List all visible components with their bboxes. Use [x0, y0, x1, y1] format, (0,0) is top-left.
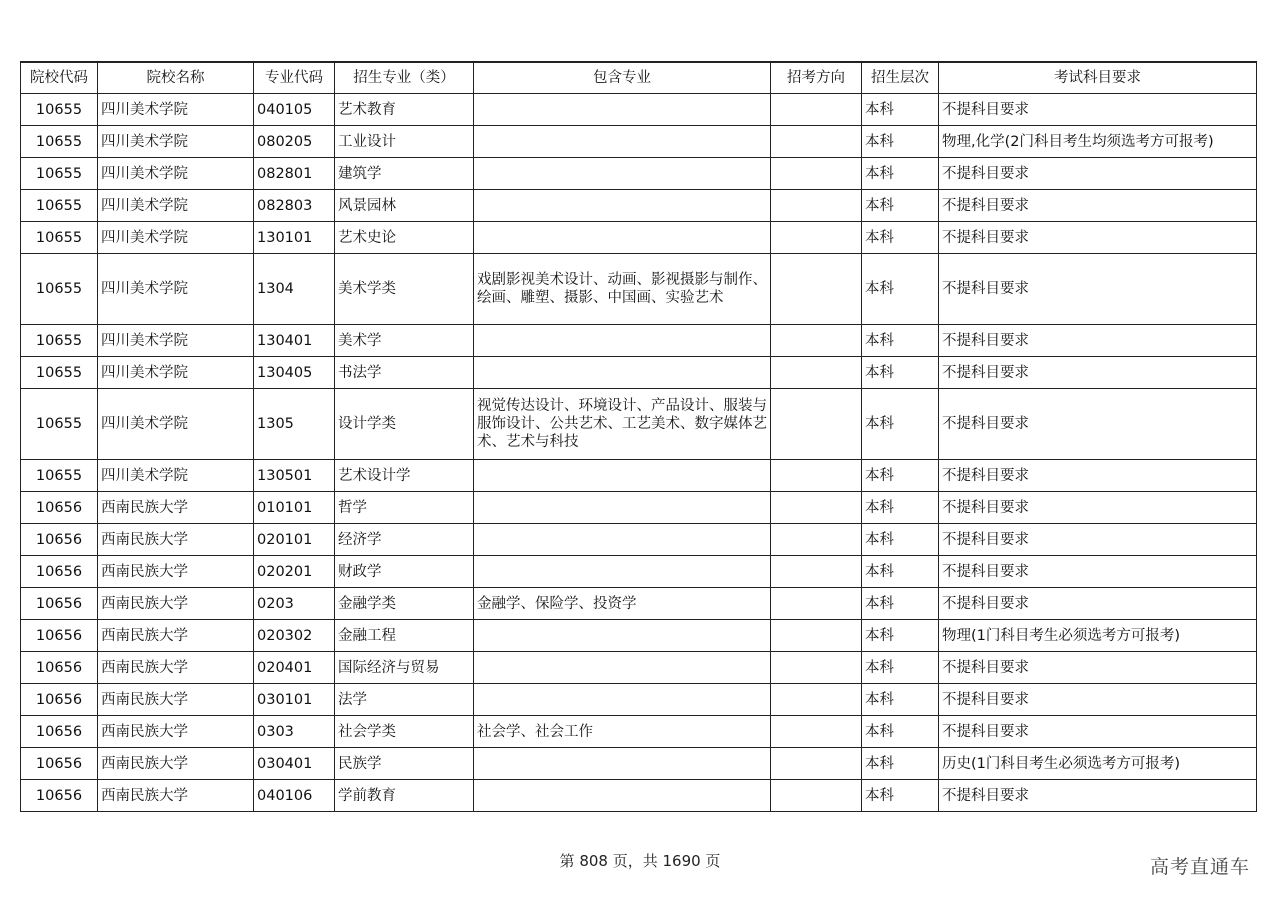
- cell-included-majors: 戏剧影视美术设计、动画、影视摄影与制作、绘画、雕塑、摄影、中国画、实验艺术: [474, 254, 771, 325]
- table-header-row: [21, 62, 1257, 94]
- cell-major: 法学: [335, 684, 474, 716]
- cell-major: 艺术史论: [335, 222, 474, 254]
- cell-major-code: 1304: [254, 254, 335, 325]
- cell-subject-requirement: 不提科目要求: [939, 357, 1257, 389]
- cell-major-code: 020101: [254, 524, 335, 556]
- cell-school-code: 10655: [21, 325, 98, 357]
- cell-level: 本科: [862, 222, 939, 254]
- cell-direction: [771, 524, 862, 556]
- table-body: [21, 94, 1257, 812]
- cell-included-majors: [474, 222, 771, 254]
- cell-major-code: 010101: [254, 492, 335, 524]
- table-row: [21, 222, 1257, 254]
- cell-major: 经济学: [335, 524, 474, 556]
- table-row: [21, 254, 1257, 325]
- cell-school-code: 10655: [21, 94, 98, 126]
- table-row: [21, 748, 1257, 780]
- table-row: [21, 460, 1257, 492]
- cell-school-code: 10655: [21, 190, 98, 222]
- cell-subject-requirement: 不提科目要求: [939, 460, 1257, 492]
- table-row: [21, 357, 1257, 389]
- cell-included-majors: [474, 460, 771, 492]
- cell-included-majors: [474, 748, 771, 780]
- table-row: [21, 389, 1257, 460]
- cell-included-majors: [474, 524, 771, 556]
- cell-major: 财政学: [335, 556, 474, 588]
- table-row: [21, 684, 1257, 716]
- cell-school-code: 10655: [21, 158, 98, 190]
- cell-school-name: 四川美术学院: [98, 254, 254, 325]
- cell-school-code: 10656: [21, 524, 98, 556]
- cell-direction: [771, 325, 862, 357]
- cell-major: 艺术设计学: [335, 460, 474, 492]
- cell-level: 本科: [862, 684, 939, 716]
- cell-included-majors: 金融学、保险学、投资学: [474, 588, 771, 620]
- cell-school-code: 10655: [21, 254, 98, 325]
- cell-major-code: 0203: [254, 588, 335, 620]
- header-major: 招生专业（类）: [335, 62, 474, 94]
- cell-major-code: 130405: [254, 357, 335, 389]
- cell-level: 本科: [862, 254, 939, 325]
- cell-direction: [771, 94, 862, 126]
- cell-subject-requirement: 不提科目要求: [939, 254, 1257, 325]
- cell-school-name: 西南民族大学: [98, 524, 254, 556]
- table-row: [21, 94, 1257, 126]
- cell-included-majors: [474, 158, 771, 190]
- cell-major: 美术学类: [335, 254, 474, 325]
- cell-major: 国际经济与贸易: [335, 652, 474, 684]
- cell-major: 建筑学: [335, 158, 474, 190]
- cell-level: 本科: [862, 158, 939, 190]
- cell-included-majors: [474, 94, 771, 126]
- cell-direction: [771, 492, 862, 524]
- cell-included-majors: [474, 780, 771, 812]
- cell-included-majors: [474, 325, 771, 357]
- cell-included-majors: 社会学、社会工作: [474, 716, 771, 748]
- cell-major-code: 020401: [254, 652, 335, 684]
- table-row: [21, 126, 1257, 158]
- cell-school-name: 西南民族大学: [98, 588, 254, 620]
- cell-subject-requirement: 不提科目要求: [939, 588, 1257, 620]
- cell-school-code: 10656: [21, 620, 98, 652]
- cell-subject-requirement: 不提科目要求: [939, 492, 1257, 524]
- cell-school-name: 四川美术学院: [98, 357, 254, 389]
- cell-level: 本科: [862, 357, 939, 389]
- cell-direction: [771, 652, 862, 684]
- cell-level: 本科: [862, 620, 939, 652]
- cell-level: 本科: [862, 126, 939, 158]
- cell-direction: [771, 460, 862, 492]
- cell-major-code: 082803: [254, 190, 335, 222]
- cell-direction: [771, 684, 862, 716]
- table-row: [21, 492, 1257, 524]
- cell-direction: [771, 126, 862, 158]
- cell-school-name: 四川美术学院: [98, 158, 254, 190]
- cell-level: 本科: [862, 524, 939, 556]
- cell-direction: [771, 716, 862, 748]
- header-school-name: 院校名称: [98, 62, 254, 94]
- header-included-majors: 包含专业: [474, 62, 771, 94]
- cell-school-name: 西南民族大学: [98, 556, 254, 588]
- cell-major: 美术学: [335, 325, 474, 357]
- cell-included-majors: 视觉传达设计、环境设计、产品设计、服装与服饰设计、公共艺术、工艺美术、数字媒体艺术、艺术与科技: [474, 389, 771, 460]
- cell-direction: [771, 588, 862, 620]
- cell-included-majors: [474, 357, 771, 389]
- cell-direction: [771, 190, 862, 222]
- cell-subject-requirement: 不提科目要求: [939, 325, 1257, 357]
- cell-school-code: 10655: [21, 126, 98, 158]
- cell-school-code: 10656: [21, 716, 98, 748]
- cell-direction: [771, 780, 862, 812]
- cell-major-code: 130401: [254, 325, 335, 357]
- table-row: [21, 588, 1257, 620]
- cell-major-code: 040106: [254, 780, 335, 812]
- cell-school-name: 四川美术学院: [98, 325, 254, 357]
- cell-included-majors: [474, 620, 771, 652]
- admissions-table: [20, 61, 1257, 812]
- cell-subject-requirement: 不提科目要求: [939, 222, 1257, 254]
- cell-subject-requirement: 不提科目要求: [939, 94, 1257, 126]
- cell-major: 风景园林: [335, 190, 474, 222]
- cell-major-code: 082801: [254, 158, 335, 190]
- cell-level: 本科: [862, 556, 939, 588]
- cell-school-name: 西南民族大学: [98, 684, 254, 716]
- cell-level: 本科: [862, 716, 939, 748]
- cell-school-name: 四川美术学院: [98, 94, 254, 126]
- cell-major: 哲学: [335, 492, 474, 524]
- cell-subject-requirement: 不提科目要求: [939, 556, 1257, 588]
- cell-school-code: 10656: [21, 588, 98, 620]
- cell-level: 本科: [862, 190, 939, 222]
- cell-school-name: 四川美术学院: [98, 126, 254, 158]
- cell-school-code: 10656: [21, 780, 98, 812]
- cell-direction: [771, 222, 862, 254]
- cell-school-code: 10655: [21, 222, 98, 254]
- cell-major: 书法学: [335, 357, 474, 389]
- cell-included-majors: [474, 126, 771, 158]
- cell-level: 本科: [862, 748, 939, 780]
- cell-school-name: 西南民族大学: [98, 492, 254, 524]
- cell-direction: [771, 748, 862, 780]
- cell-major: 工业设计: [335, 126, 474, 158]
- cell-included-majors: [474, 556, 771, 588]
- cell-direction: [771, 389, 862, 460]
- cell-major: 金融学类: [335, 588, 474, 620]
- watermark-text: 高考直通车: [1149, 856, 1250, 878]
- cell-subject-requirement: 不提科目要求: [939, 652, 1257, 684]
- cell-included-majors: [474, 684, 771, 716]
- table-row: [21, 158, 1257, 190]
- cell-school-code: 10656: [21, 556, 98, 588]
- table-row: [21, 524, 1257, 556]
- cell-major: 艺术教育: [335, 94, 474, 126]
- cell-school-name: 西南民族大学: [98, 620, 254, 652]
- table-row: [21, 620, 1257, 652]
- cell-included-majors: [474, 190, 771, 222]
- cell-direction: [771, 158, 862, 190]
- table-row: [21, 325, 1257, 357]
- cell-subject-requirement: 不提科目要求: [939, 684, 1257, 716]
- cell-included-majors: [474, 652, 771, 684]
- cell-major-code: 130501: [254, 460, 335, 492]
- cell-school-code: 10655: [21, 357, 98, 389]
- cell-major-code: 020302: [254, 620, 335, 652]
- cell-subject-requirement: 不提科目要求: [939, 190, 1257, 222]
- header-subject-requirement: 考试科目要求: [939, 62, 1257, 94]
- cell-school-name: 西南民族大学: [98, 716, 254, 748]
- cell-level: 本科: [862, 780, 939, 812]
- cell-school-code: 10655: [21, 460, 98, 492]
- cell-school-code: 10656: [21, 684, 98, 716]
- cell-direction: [771, 556, 862, 588]
- cell-subject-requirement: 物理(1门科目考生必须选考方可报考): [939, 620, 1257, 652]
- header-direction: 招考方向: [771, 62, 862, 94]
- cell-level: 本科: [862, 94, 939, 126]
- cell-subject-requirement: 不提科目要求: [939, 716, 1257, 748]
- cell-major-code: 080205: [254, 126, 335, 158]
- table-row: [21, 652, 1257, 684]
- cell-major-code: 020201: [254, 556, 335, 588]
- cell-school-code: 10655: [21, 389, 98, 460]
- cell-school-name: 西南民族大学: [98, 748, 254, 780]
- cell-direction: [771, 620, 862, 652]
- cell-school-code: 10656: [21, 748, 98, 780]
- cell-subject-requirement: 物理,化学(2门科目考生均须选考方可报考): [939, 126, 1257, 158]
- cell-direction: [771, 254, 862, 325]
- cell-school-name: 西南民族大学: [98, 780, 254, 812]
- cell-school-name: 西南民族大学: [98, 652, 254, 684]
- cell-subject-requirement: 不提科目要求: [939, 389, 1257, 460]
- cell-major-code: 0303: [254, 716, 335, 748]
- cell-subject-requirement: 不提科目要求: [939, 780, 1257, 812]
- cell-school-code: 10656: [21, 652, 98, 684]
- cell-major: 民族学: [335, 748, 474, 780]
- cell-major-code: 1305: [254, 389, 335, 460]
- cell-level: 本科: [862, 460, 939, 492]
- cell-subject-requirement: 不提科目要求: [939, 158, 1257, 190]
- cell-school-name: 四川美术学院: [98, 389, 254, 460]
- cell-level: 本科: [862, 325, 939, 357]
- cell-major-code: 030101: [254, 684, 335, 716]
- cell-school-name: 四川美术学院: [98, 190, 254, 222]
- cell-level: 本科: [862, 389, 939, 460]
- page-number: 第 808 页，共 1690 页: [559, 852, 721, 870]
- cell-school-code: 10656: [21, 492, 98, 524]
- cell-level: 本科: [862, 652, 939, 684]
- cell-school-name: 四川美术学院: [98, 460, 254, 492]
- header-level: 招生层次: [862, 62, 939, 94]
- table-row: [21, 556, 1257, 588]
- cell-major: 金融工程: [335, 620, 474, 652]
- cell-school-name: 四川美术学院: [98, 222, 254, 254]
- cell-direction: [771, 357, 862, 389]
- cell-major: 设计学类: [335, 389, 474, 460]
- table-row: [21, 780, 1257, 812]
- cell-major-code: 130101: [254, 222, 335, 254]
- cell-subject-requirement: 不提科目要求: [939, 524, 1257, 556]
- cell-level: 本科: [862, 492, 939, 524]
- header-major-code: 专业代码: [254, 62, 335, 94]
- table-row: [21, 190, 1257, 222]
- cell-included-majors: [474, 492, 771, 524]
- cell-major: 学前教育: [335, 780, 474, 812]
- cell-major-code: 040105: [254, 94, 335, 126]
- cell-level: 本科: [862, 588, 939, 620]
- cell-major-code: 030401: [254, 748, 335, 780]
- cell-subject-requirement: 历史(1门科目考生必须选考方可报考): [939, 748, 1257, 780]
- header-school-code: 院校代码: [21, 62, 98, 94]
- cell-major: 社会学类: [335, 716, 474, 748]
- table-row: [21, 716, 1257, 748]
